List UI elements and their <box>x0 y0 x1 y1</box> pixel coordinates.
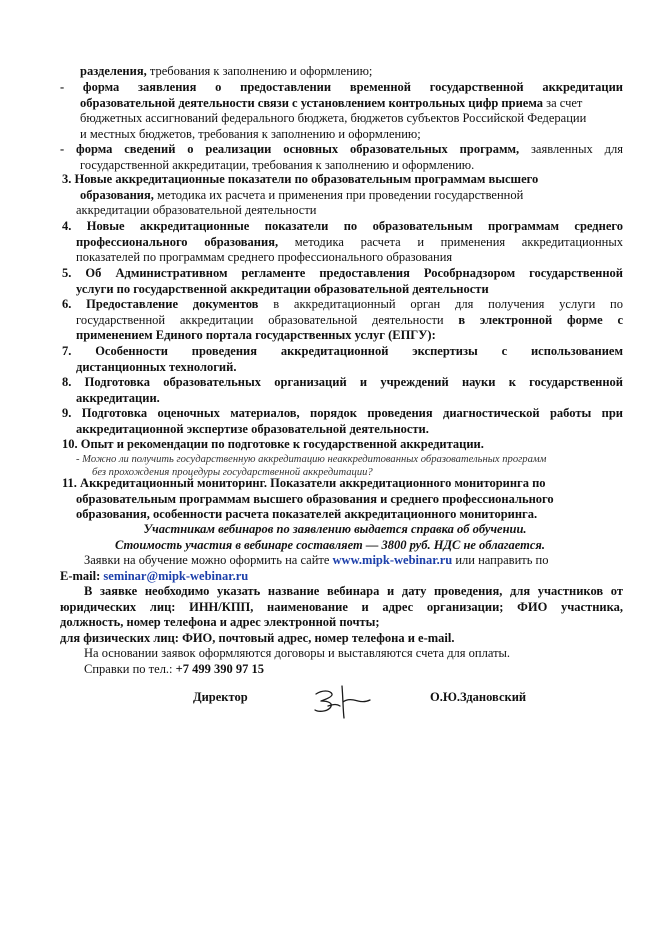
text-line: государственной аккредитации, требования к заполнению и оформлению. <box>80 157 475 172</box>
list-item-5 <box>0 266 660 297</box>
list-item-6 <box>0 297 660 344</box>
cost-note: Стоимость участия в вебинаре составляет — 3800 руб. НДС не облагается. <box>115 537 545 552</box>
question-note: без прохождения процедуры государственной аккредитации? <box>92 467 373 478</box>
list-item-11 <box>0 476 660 523</box>
list-item-7 <box>0 344 660 375</box>
signature-block <box>0 682 660 722</box>
text-line: государственной аккредитации образовательной деятельности в электронной форме с <box>76 312 623 327</box>
item-heading: 11. Аккредитационный мониторинг. Показатели аккредитационного мониторинга по <box>62 476 546 490</box>
info-block <box>0 522 660 584</box>
text-line: образования, методика их расчета и применения при проведении государственной <box>80 187 524 202</box>
text-line: и местных бюджетов, требования к заполнению и оформлению; <box>80 126 421 141</box>
item-heading: 3. Новые аккредитационные показатели по образовательным программам высшего <box>62 172 539 186</box>
text-line: дистанционных технологий. <box>76 359 237 374</box>
list-item-8 <box>0 375 660 406</box>
item-heading: 7. Особенности проведения аккредитационной экспертизы с использованием <box>62 344 623 358</box>
list-item-9 <box>0 406 660 437</box>
text-line: В заявке необходимо указать название вебинара и дату проведения, для участников от <box>84 584 623 598</box>
item-heading: 9. Подготовка оценочных материалов, порядок проведения диагностической работы при <box>62 406 623 420</box>
text-line: профессионального образования, методика расчета и применения аккредитационных <box>76 234 624 249</box>
footer-notes <box>0 646 660 677</box>
text-line: - форма заявления о предоставлении временной государственной аккредитации <box>60 80 623 94</box>
email-link[interactable]: seminar@mipk-webinar.ru <box>103 568 249 583</box>
text-line: услуги по государственной аккредитации образовательной деятельности <box>76 281 489 296</box>
text-line: образовательным программам высшего образования и среднего профессионального <box>76 491 554 506</box>
item-heading: 6. Предоставление документов в аккредитационный орган для получения услуги по <box>62 297 623 311</box>
subsection-division <box>0 64 660 80</box>
apply-line: Заявки на обучение можно оформить на сайте www.mipk-webinar.ru или направить по <box>84 553 549 568</box>
text-line: юридических лиц: ИНН/КПП, наименование и адрес организации; ФИО участника, <box>60 599 623 614</box>
text-line: аккредитационной экспертизе образовательной деятельности. <box>76 421 429 436</box>
email-line: E-mail: seminar@mipk-webinar.ru <box>60 568 249 583</box>
certificate-note: Участникам вебинаров по заявлению выдается справка об обучении. <box>143 522 527 536</box>
phone-number: +7 499 390 97 15 <box>175 661 265 676</box>
list-item-4 <box>0 219 660 266</box>
text-line: аккредитации. <box>76 390 160 405</box>
signatory-title: Директор <box>193 690 248 704</box>
text-line: образовательной деятельности связи с установлением контрольных цифр приема за счет <box>80 95 583 110</box>
text-line: для физических лиц: ФИО, почтовый адрес, номер телефона и e-mail. <box>60 630 455 645</box>
item-heading: 4. Новые аккредитационные показатели по образовательным программам среднего <box>62 219 623 233</box>
item-heading: 8. Подготовка образовательных организаций и учреждений науки к государственной <box>62 375 623 389</box>
application-requirements <box>0 584 660 646</box>
contracts-note: На основании заявок оформляются договоры и выставляются счета для оплаты. <box>84 646 511 660</box>
text-line: применением Единого портала государственных услуг (ЕПГУ): <box>76 328 436 343</box>
text-line: разделения, требования к заполнению и оформлению; <box>80 64 373 78</box>
text-line: бюджетных ассигнований федерального бюджета, бюджетов субъектов Российской Федерации <box>80 111 587 126</box>
text-line: должность, номер телефона и адрес электронной почты; <box>60 615 380 630</box>
text-line: образования, особенности расчета показателей аккредитационного мониторинга. <box>76 507 538 522</box>
text-line: - форма сведений о реализации основных образовательных программ, заявленных для <box>60 142 623 156</box>
text-line: аккредитации образовательной деятельности <box>76 203 317 218</box>
phone-line: Справки по тел.: +7 499 390 97 15 <box>84 661 265 676</box>
signatory-name: О.Ю.Здановский <box>430 690 527 704</box>
item-heading: 10. Опыт и рекомендации по подготовке к государственной аккредитации. <box>62 437 484 451</box>
website-link[interactable]: www.mipk-webinar.ru <box>332 553 453 568</box>
subsection-temp-accreditation <box>0 80 660 142</box>
subsection-programs-info <box>0 142 660 173</box>
handwritten-signature-icon <box>310 682 374 722</box>
list-item-3 <box>0 172 660 219</box>
question-note: - Можно ли получить государственную аккредитацию неаккредитованных образовательных программ <box>76 453 547 465</box>
item-heading: 5. Об Административном регламенте предоставления Рособрнадзором государственной <box>62 266 623 280</box>
list-item-10 <box>0 437 660 479</box>
text-line: показателей по программам среднего профессионального образования <box>76 250 453 265</box>
